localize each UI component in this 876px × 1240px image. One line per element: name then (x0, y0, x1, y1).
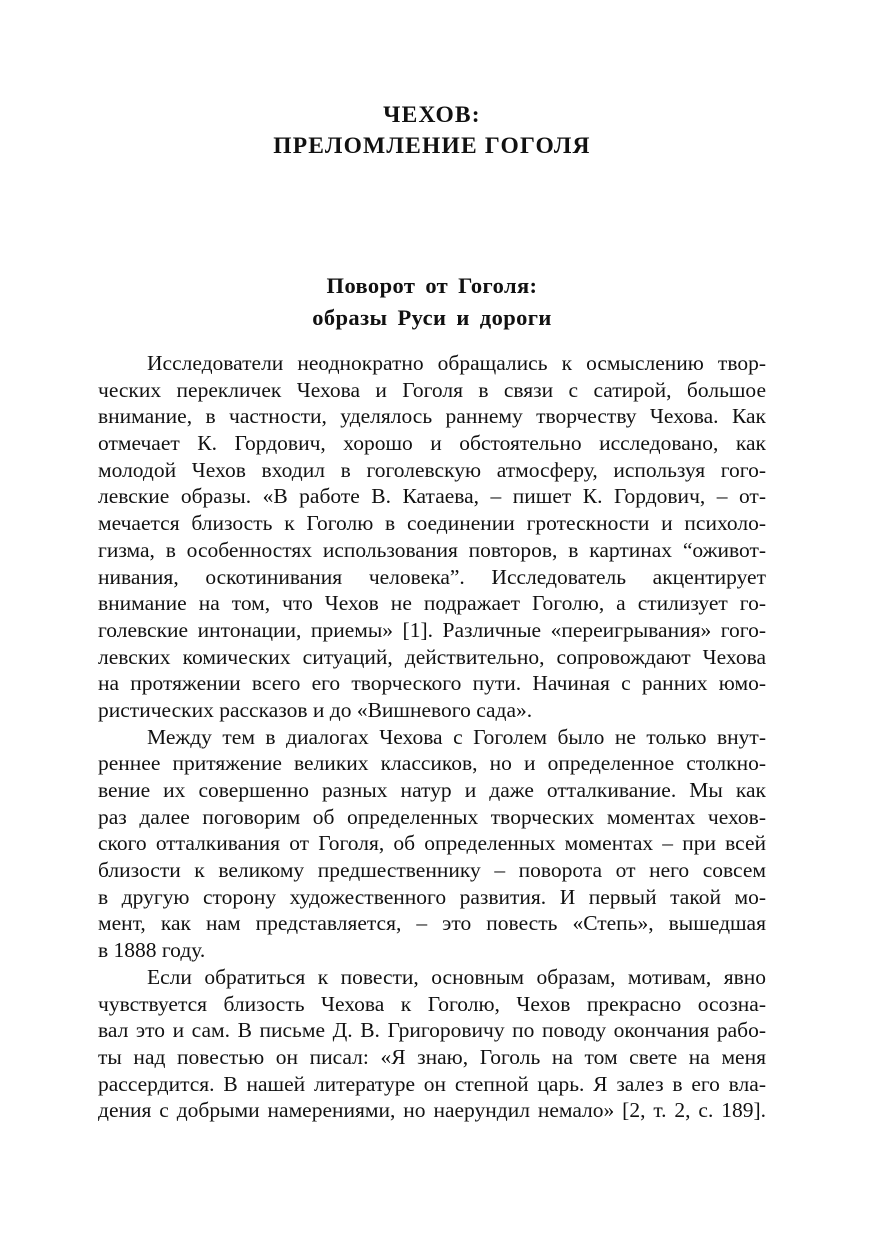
text-line: ристических рассказов и до «Вишневого сада». (98, 697, 533, 722)
text-line: внимание на том, что Чехов не подражает Гоголю, а стилизует го- (98, 591, 766, 616)
text-line: Исследователи неоднократно обращались к осмыслению твор- (147, 351, 766, 375)
book-page (98, 0, 766, 1240)
text-line: вение их совершенно разных натур и даже отталкивание. Мы как (98, 778, 766, 802)
text-line: левские образы. «В работе В. Катаева, – пишет К. Гордович, – от- (98, 484, 766, 509)
body-text (98, 350, 766, 1124)
text-line: дения с добрыми намерениями, но наерундил немало» [2, т. 2, с. 189]. (98, 1098, 766, 1123)
text-line: реннее притяжение великих классиков, но и определенное столкно- (98, 751, 766, 776)
text-line: Если обратиться к повести, основным образам, мотивам, явно (147, 964, 766, 989)
text-line: отмечает К. Гордович, хорошо и обстоятельно исследовано, как (98, 431, 766, 456)
text-line: мечается близость к Гоголю в соединении гротескности и психоло- (98, 511, 766, 536)
section-title-line-2: образы Руси и дороги (312, 305, 552, 330)
paragraph-2 (98, 724, 766, 964)
text-line: рассердится. В нашей литературе он степной царь. Я залез в его вла- (98, 1071, 766, 1096)
paragraph-1 (98, 350, 766, 724)
chapter-title-line-1: ЧЕХОВ: (383, 102, 481, 128)
text-line: на протяжении всего его творческого пути. Начиная с ранних юмо- (98, 671, 766, 696)
text-line: внимание, в частности, уделялось раннему творчеству Чехова. Как (98, 404, 766, 429)
text-line: в другую сторону художественного развития. И первый такой мо- (98, 884, 766, 909)
text-line: вал это и сам. В письме Д. В. Григоровичу по поводу окончания рабо- (98, 1018, 766, 1043)
text-line: левских комических ситуаций, действительно, сопровождают Чехова (98, 644, 766, 669)
text-line: раз далее поговорим об определенных творческих моментах чехов- (98, 804, 766, 829)
text-line: мент, как нам представляется, – это повесть «Степь», вышедшая (98, 911, 766, 936)
text-line: ческих перекличек Чехова и Гоголя в связи с сатирой, большое (98, 377, 766, 402)
chapter-title-line-2: ПРЕЛОМЛЕНИЕ ГОГОЛЯ (273, 133, 591, 159)
text-line: нивания, оскотинивания человека”. Исследователь акцентирует (98, 564, 766, 589)
text-line: чувствуется близость Чехова к Гоголю, Чехов прекрасно осозна- (98, 991, 766, 1016)
section-title-line-1: Поворот от Гоголя: (326, 273, 538, 298)
text-line: близости к великому предшественнику – поворота от него совсем (98, 858, 766, 883)
text-line: ты над повестью он писал: «Я знаю, Гоголь на том свете на меня (98, 1044, 766, 1069)
section-title (98, 270, 766, 334)
text-line: Между тем в диалогах Чехова с Гоголем было не только внут- (147, 724, 766, 749)
text-line: молодой Чехов входил в гоголевскую атмосферу, используя гого- (98, 457, 766, 482)
chapter-title (98, 100, 766, 162)
text-line: ского отталкивания от Гоголя, об определенных моментах – при всей (98, 831, 766, 856)
text-line: голевские интонации, приемы» [1]. Различные «переигрывания» гого- (98, 617, 766, 642)
text-line: гизма, в особенностях использования повторов, в картинах “оживот- (98, 537, 766, 562)
paragraph-3 (98, 964, 766, 1124)
text-line: в 1888 году. (98, 938, 206, 963)
